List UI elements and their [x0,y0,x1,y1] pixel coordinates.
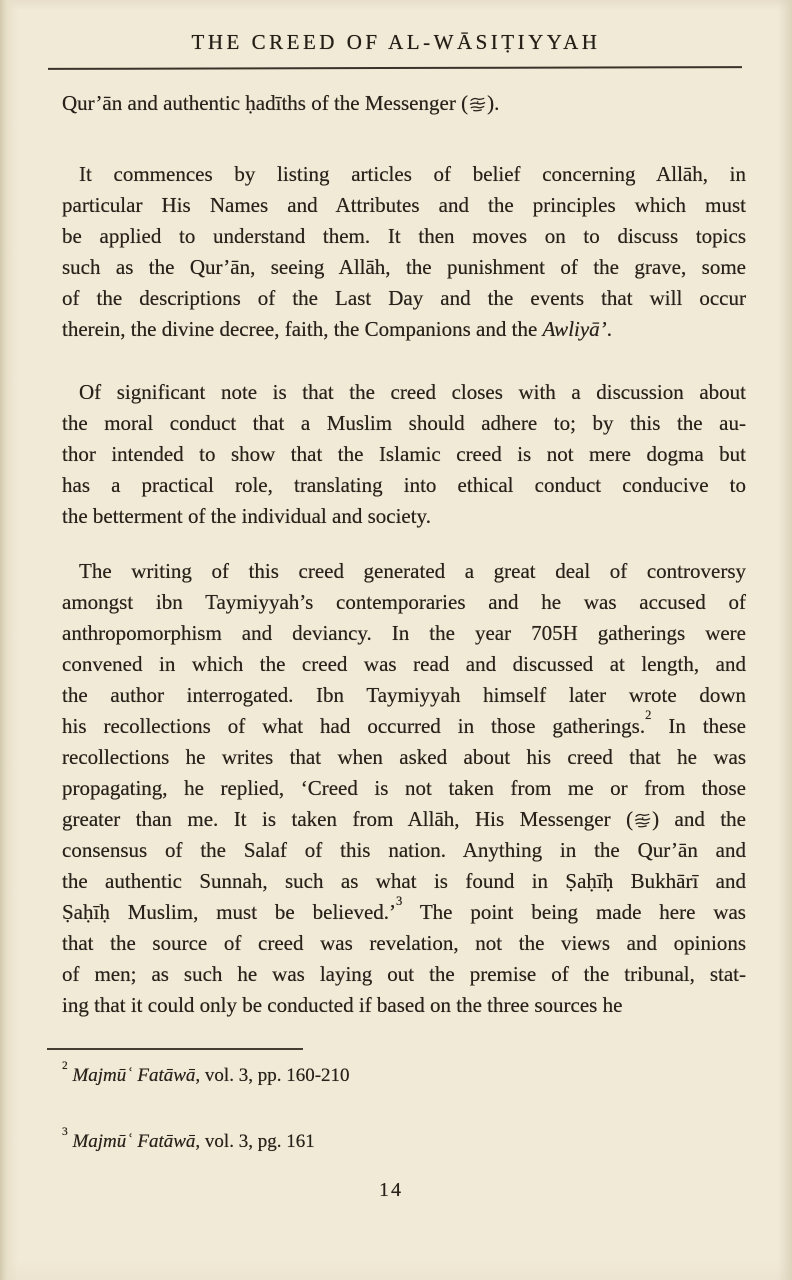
text-segment: Of significant note is that the creed closes with a discussion about [79,380,746,404]
text-line [62,928,746,959]
text-line [62,649,746,680]
text-segment: ) and the [652,807,746,831]
text-segment: the moral conduct that a Muslim should adhere to; by this the au- [62,411,746,435]
text-line [62,501,746,532]
text-line [62,587,746,618]
footnote-3 [62,1125,746,1154]
text-segment: particular His Names and Attributes and the principles which must [62,193,746,217]
text-segment: his recollections of what had occurred in those gatherings. [62,714,646,738]
header-rule [48,66,742,70]
text-segment: thor intended to show that the Islamic creed is not mere dogma but [62,442,746,466]
text-line [62,866,746,897]
paragraph-moral-conduct [62,377,746,532]
text-segment: It commences by listing articles of belief concerning Allāh, in [79,162,746,186]
text-segment: The writing of this creed generated a great deal of controversy [79,559,746,583]
text-segment: . [606,317,612,341]
pbuh-symbol-icon [468,96,487,112]
text-line [62,88,746,119]
text-segment: the authentic Sunnah, such as what is found in Ṣaḥīḥ Bukhārī and [62,869,746,893]
paragraph-creed-contents [62,159,746,345]
text-segment: Majmūʿ Fatāwā [67,1131,196,1152]
text-line [62,680,746,711]
text-segment: of the descriptions of the Last Day and the events that will occur [62,286,746,310]
page-body [62,88,746,1021]
text-line [62,990,746,1021]
text-segment: Qur’ān and authentic ḥadīths of the Messenger ( [62,91,469,115]
paragraph-controversy [62,556,746,1021]
text-segment: the author interrogated. Ibn Taymiyyah himself later wrote down [62,683,746,707]
text-segment: recollections he writes that when asked about his creed that he was [62,745,746,769]
text-line [62,618,746,649]
text-segment: In these [651,714,746,738]
text-line [62,314,746,345]
footnote-separator-rule [47,1048,303,1050]
paragraph-continuation [62,88,746,119]
text-line [62,1059,746,1088]
text-segment: therein, the divine decree, faith, the Companions and the [62,317,543,341]
text-line [62,408,746,439]
text-segment: that the source of creed was revelation, not the views and opinions [62,931,746,955]
text-segment: , vol. 3, pg. 161 [195,1131,315,1152]
text-segment: Awliyā’ [542,317,607,341]
text-line [62,556,746,587]
text-line [62,742,746,773]
text-segment: propagating, he replied, ‘Creed is not taken from me or from those [62,776,746,800]
text-line [62,835,746,866]
running-header-title: THE CREED OF AL-WĀSIṬIYYAH [191,30,601,54]
text-segment: of men; as such he was laying out the premise of the tribunal, stat- [62,962,746,986]
text-segment: anthropomorphism and deviancy. In the year 705H gatherings were [62,621,746,645]
text-segment: has a practical role, translating into ethical conduct conducive to [62,473,746,497]
text-segment: , vol. 3, pp. 160-210 [195,1065,350,1086]
text-segment: Ṣaḥīḥ Muslim, must be believed.’ [62,900,397,924]
text-line [62,190,746,221]
footnote-marker: 2 [62,1059,68,1072]
page-number: 14 [379,1179,403,1201]
text-line [62,159,746,190]
text-segment: consensus of the Salaf of this nation. Anything in the Qur’ān and [62,838,746,862]
text-line [62,439,746,470]
text-line [62,773,746,804]
text-segment: convened in which the creed was read and discussed at length, and [62,652,746,676]
text-line [62,1125,746,1154]
text-segment: greater than me. It is taken from Allāh, His Messenger ( [62,807,634,831]
text-line [62,959,746,990]
text-segment: ). [487,91,500,115]
text-segment: Majmūʿ Fatāwā [67,1065,196,1086]
text-line [62,708,746,742]
footnote-marker: 2 [645,708,652,723]
footnote-marker: 3 [62,1125,68,1138]
text-segment: be applied to understand them. It then moves on to discuss topics [62,224,746,248]
text-segment: ing that it could only be conducted if based on the three sources he [62,993,623,1017]
footnote-marker: 3 [396,894,403,909]
text-line [62,470,746,501]
text-segment: the betterment of the individual and society. [62,504,431,528]
text-line [62,221,746,252]
footnotes-section [62,1059,746,1154]
text-line [62,804,746,835]
text-segment: amongst ibn Taymiyyah’s contemporaries and he was accused of [62,590,746,614]
text-line [62,894,746,928]
text-line [62,283,746,314]
text-segment: such as the Qur’ān, seeing Allāh, the punishment of the grave, some [62,255,746,279]
text-line [62,377,746,408]
text-segment: The point being made here was [402,900,746,924]
footnote-2 [62,1059,746,1088]
text-line [62,252,746,283]
pbuh-symbol-icon [633,812,652,828]
